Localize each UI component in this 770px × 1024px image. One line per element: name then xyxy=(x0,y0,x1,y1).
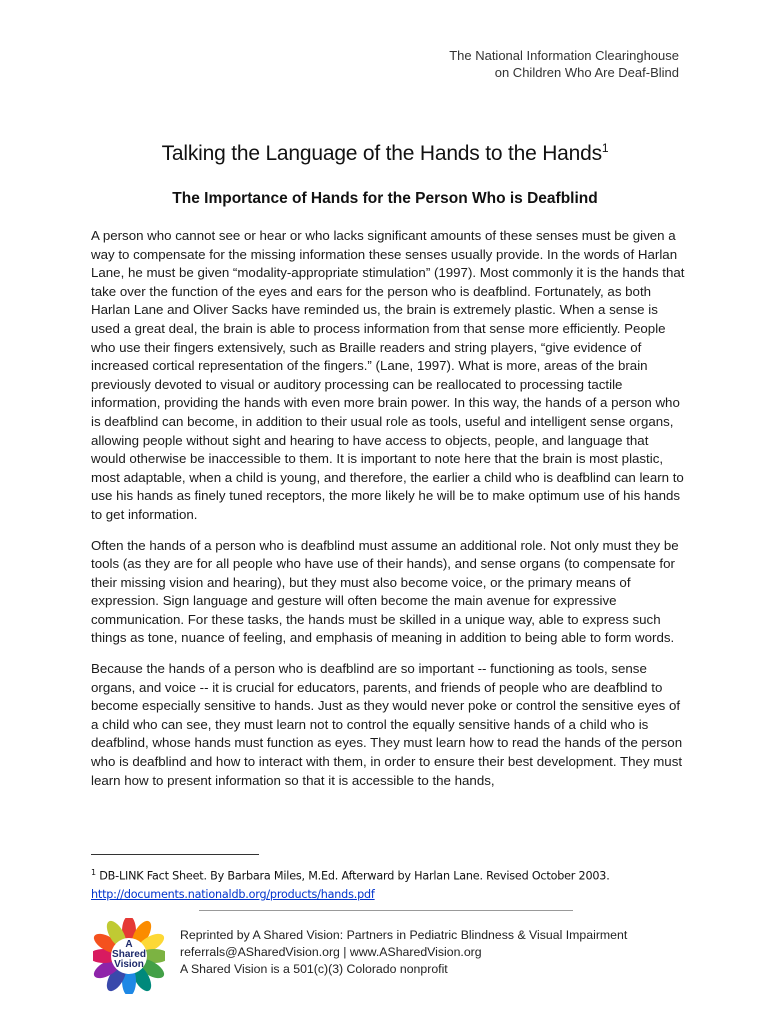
title-footnote-marker[interactable]: 1 xyxy=(601,141,609,155)
org-header xyxy=(449,47,679,81)
footer-text xyxy=(180,927,627,978)
footnote-link[interactable]: http://documents.nationaldb.org/products/hands.pdf xyxy=(91,887,375,901)
paragraph-2: Often the hands of a person who is deafblind must assume an additional role. Not only must they be tools (as they are for all people who have use of their hands), and sense organs (to compensate for their missing vision and hearing), but they must also become voice, or the primary means of expression. Sign language and gesture will often become the main avenue for expressive communication. For these tasks, the hands must be skilled in a unique way, able to express such things as tone, nuance of feeling, and emphasis of meaning in addition to being able to form words. xyxy=(91,537,679,646)
body-text xyxy=(91,227,685,802)
footnote-marker: 1 xyxy=(91,868,96,877)
page-subtitle: The Importance of Hands for the Person Who is Deafblind xyxy=(172,190,598,207)
paragraph-3: Because the hands of a person who is deafblind are so important -- functioning as tools, sense organs, and voice -- it is crucial for educators, parents, and friends of people who are deafblind to become especially sensitive to hands. Just as they would never poke or control the sensitive eyes of a child who can see, they must learn not to control the equally sensitive hands of a child who is deafblind, whose hands must function as eyes. They must learn how to read the hands of the person who is deafblind and how to interact with them, in order to ensure their best development. They must learn how to present information so that it is accessible to the hands, xyxy=(91,661,683,788)
footnote-line xyxy=(91,864,711,886)
a-shared-vision-logo xyxy=(93,918,165,994)
logo-text xyxy=(93,940,165,970)
footer-divider xyxy=(199,910,573,911)
paragraph-1: A person who cannot see or hear or who lacks significant amounts of these senses must be given a way to compensate for the missing information these senses usually provide. In the words of Harlan Lane, he must be given “modality-appropriate stimulation” (1997). Most commonly it is the hands that take over the function of the eyes and ears for the person who is deafblind. Fortunately, as both Harlan Lane and Oliver Sacks have reminded us, the brain is extremely plastic. When a sense is used a great deal, the brain is able to process information from that sense more efficiently. People who use their fingers extensively, such as Braille readers and string players, “give evidence of increased cortical representation of the fingers.” (Lane, 1997). What is more, areas of the brain previously devoted to visual or auditory processing can be reallocated to processing tactile information, providing the hands with even more brain power. In this way, the hands of a person who is deafblind can become, in addition to their usual role as tools, useful and intelligent sense organs, allowing people without sight and hearing to have access to objects, people, and language that would otherwise be inaccessible to them. It is important to note here that the brain is most plastic, most adaptable, when a child is young, and therefore, the earlier a child who is deafblind can learn to use his hands as finely tuned receptors, the more likely he will be to make optimum use of his hands to get information. xyxy=(91,228,685,522)
logo-text-line1: A xyxy=(125,939,133,950)
footnote xyxy=(91,864,711,904)
footnote-divider xyxy=(91,854,259,855)
page-title-text: Talking the Language of the Hands to the Hands xyxy=(161,142,602,165)
footnote-text: DB-LINK Fact Sheet. By Barbara Miles, M.Ed. Afterward by Harlan Lane. Revised October 2003. xyxy=(99,869,610,883)
logo-text-line2: Shared xyxy=(112,949,146,960)
org-header-line1: The National Information Clearinghouse xyxy=(449,48,679,63)
footer-line3: A Shared Vision is a 501(c)(3) Colorado nonprofit xyxy=(180,962,448,976)
logo-text-line3: Vision xyxy=(114,959,144,970)
footer-line1: Reprinted by A Shared Vision: Partners in Pediatric Blindness & Visual Impairment xyxy=(180,928,628,942)
page-title xyxy=(0,142,770,166)
footer-line2: referrals@ASharedVision.org | www.ASharedVision.org xyxy=(180,945,482,959)
org-header-line2: on Children Who Are Deaf-Blind xyxy=(494,65,679,80)
